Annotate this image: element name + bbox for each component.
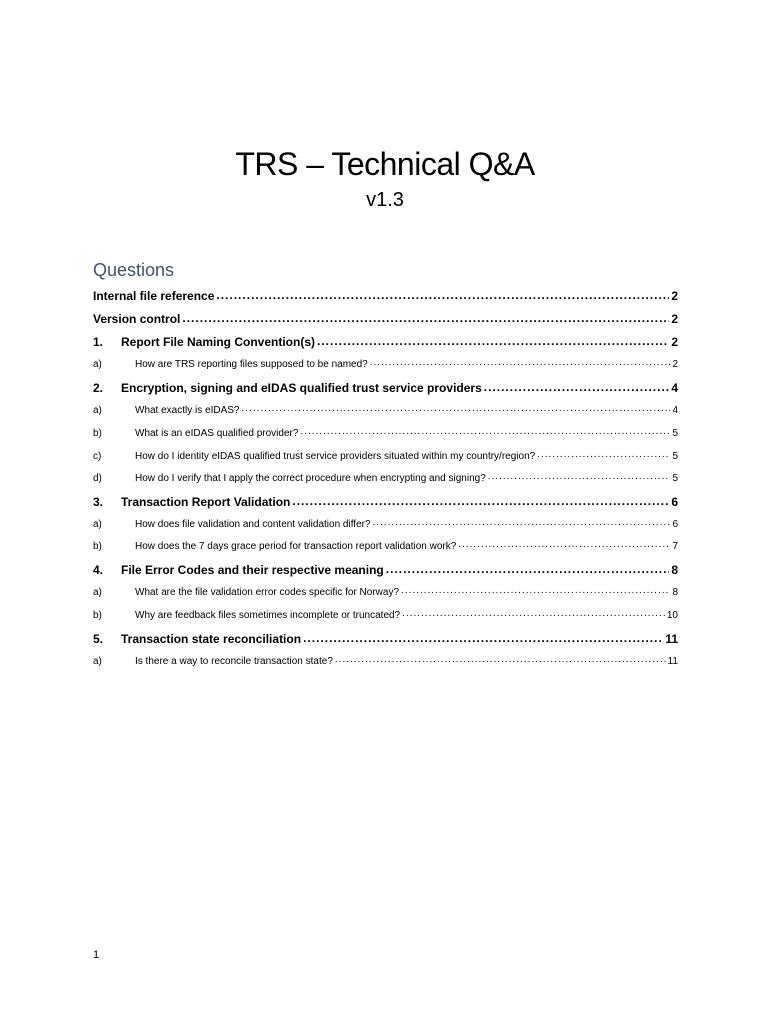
toc-dot-leader: [241, 403, 670, 413]
toc-entry-number: a): [93, 359, 102, 370]
toc-entry-page: 2: [672, 359, 678, 370]
toc-entry-number: 3.: [93, 495, 104, 509]
toc-dot-leader: [303, 631, 663, 643]
toc-entry[interactable]: [93, 311, 678, 331]
toc-entry-page: 4: [671, 381, 678, 395]
toc-entry-page: 2: [671, 312, 678, 326]
toc-dot-leader: [370, 357, 671, 367]
toc-entry-page: 5: [672, 451, 678, 462]
toc-dot-leader: [182, 311, 669, 323]
toc-entry-title: Report File Naming Convention(s): [121, 335, 316, 349]
toc-entry[interactable]: [93, 288, 678, 308]
toc-entry-title: Version control: [93, 312, 181, 326]
toc-dot-leader: [401, 585, 670, 595]
toc-dot-leader: [335, 654, 666, 664]
toc-entry-number: b): [93, 610, 102, 621]
toc-entry-title: What is an eIDAS qualified provider?: [135, 428, 299, 439]
toc-entry[interactable]: [93, 380, 678, 400]
toc-entry-page: 2: [671, 289, 678, 303]
toc-entry-title: How does file validation and content validation differ?: [135, 519, 371, 530]
toc-heading: Questions: [93, 260, 175, 280]
toc-entry-page: 11: [665, 632, 678, 646]
page-title: TRS – Technical Q&A: [235, 146, 535, 182]
toc-entry-page: 5: [672, 428, 678, 439]
toc-entry-page: 6: [671, 495, 678, 509]
toc-entry-title: Is there a way to reconcile transaction state?: [135, 656, 333, 667]
toc-entry[interactable]: [93, 562, 678, 582]
toc-dot-leader: [386, 562, 670, 574]
toc-entry[interactable]: [93, 517, 678, 537]
toc-entry-page: 5: [672, 473, 678, 484]
toc-entry-title: Transaction state reconciliation: [121, 632, 302, 646]
toc-entry[interactable]: [93, 539, 678, 559]
toc-entry-title: How do I identity eIDAS qualified trust service providers situated within my country/region?: [135, 451, 536, 462]
toc-entry[interactable]: [93, 608, 678, 628]
toc-dot-leader: [216, 288, 669, 300]
toc-entry-title: How are TRS reporting files supposed to be named?: [135, 359, 368, 370]
toc-entry-title: Internal file reference: [93, 289, 215, 303]
toc-entry[interactable]: [93, 585, 678, 605]
page-number: 1: [93, 949, 100, 961]
toc-entry-title: Encryption, signing and eIDAS qualified trust service providers: [121, 381, 482, 395]
toc-entry-page: 8: [672, 587, 678, 598]
document-version: v1.3: [366, 189, 404, 211]
toc-entry-page: 11: [667, 656, 678, 667]
toc-entry[interactable]: [93, 426, 678, 446]
toc-entry-page: 2: [671, 335, 678, 349]
toc-entry-title: What are the file validation error codes specific for Norway?: [135, 587, 400, 598]
toc-entry[interactable]: [93, 403, 678, 423]
toc-entry-title: Transaction Report Validation: [121, 495, 291, 509]
toc-entry-number: a): [93, 405, 102, 416]
toc-dot-leader: [537, 449, 670, 459]
toc-entry-title: How do I verify that I apply the correct procedure when encrypting and signing?: [135, 473, 486, 484]
toc-entry[interactable]: [93, 471, 678, 491]
toc-entry-number: c): [93, 451, 102, 462]
toc-dot-leader: [488, 471, 671, 481]
toc-entry-page: 4: [672, 405, 678, 416]
toc-entry[interactable]: [93, 494, 678, 514]
toc-entry-number: 5.: [93, 632, 104, 646]
toc-dot-leader: [373, 517, 671, 527]
toc-entry-title: Why are feedback files sometimes incomplete or truncated?: [135, 610, 401, 621]
toc-entry[interactable]: [93, 449, 678, 469]
toc-entry[interactable]: [93, 357, 678, 377]
toc-entry-title: How does the 7 days grace period for transaction report validation work?: [135, 541, 457, 552]
toc-entry-number: 2.: [93, 381, 104, 395]
toc-entry-page: 7: [672, 541, 678, 552]
toc-entry-number: a): [93, 587, 102, 598]
toc-dot-leader: [458, 539, 670, 549]
toc-entry-page: 6: [672, 519, 678, 530]
toc-entry[interactable]: [93, 631, 678, 651]
toc-dot-leader: [317, 334, 669, 346]
toc-dot-leader: [402, 608, 665, 618]
toc-entry-number: d): [93, 473, 102, 484]
toc-entry-number: b): [93, 428, 102, 439]
toc-entry-number: 1.: [93, 335, 104, 349]
toc-dot-leader: [484, 380, 670, 392]
toc-entry[interactable]: [93, 654, 678, 674]
toc-dot-leader: [292, 494, 669, 506]
toc-entry-page: 10: [666, 610, 678, 621]
toc-entry-number: a): [93, 519, 102, 530]
toc-entry-page: 8: [671, 563, 678, 577]
toc-entry-number: 4.: [93, 563, 104, 577]
toc-entry-number: b): [93, 541, 102, 552]
toc-dot-leader: [300, 426, 670, 436]
toc-entry[interactable]: [93, 334, 678, 354]
toc-entry-title: File Error Codes and their respective meaning: [121, 563, 384, 577]
toc-entry-title: What exactly is eIDAS?: [135, 405, 240, 416]
toc-entry-number: a): [93, 656, 102, 667]
